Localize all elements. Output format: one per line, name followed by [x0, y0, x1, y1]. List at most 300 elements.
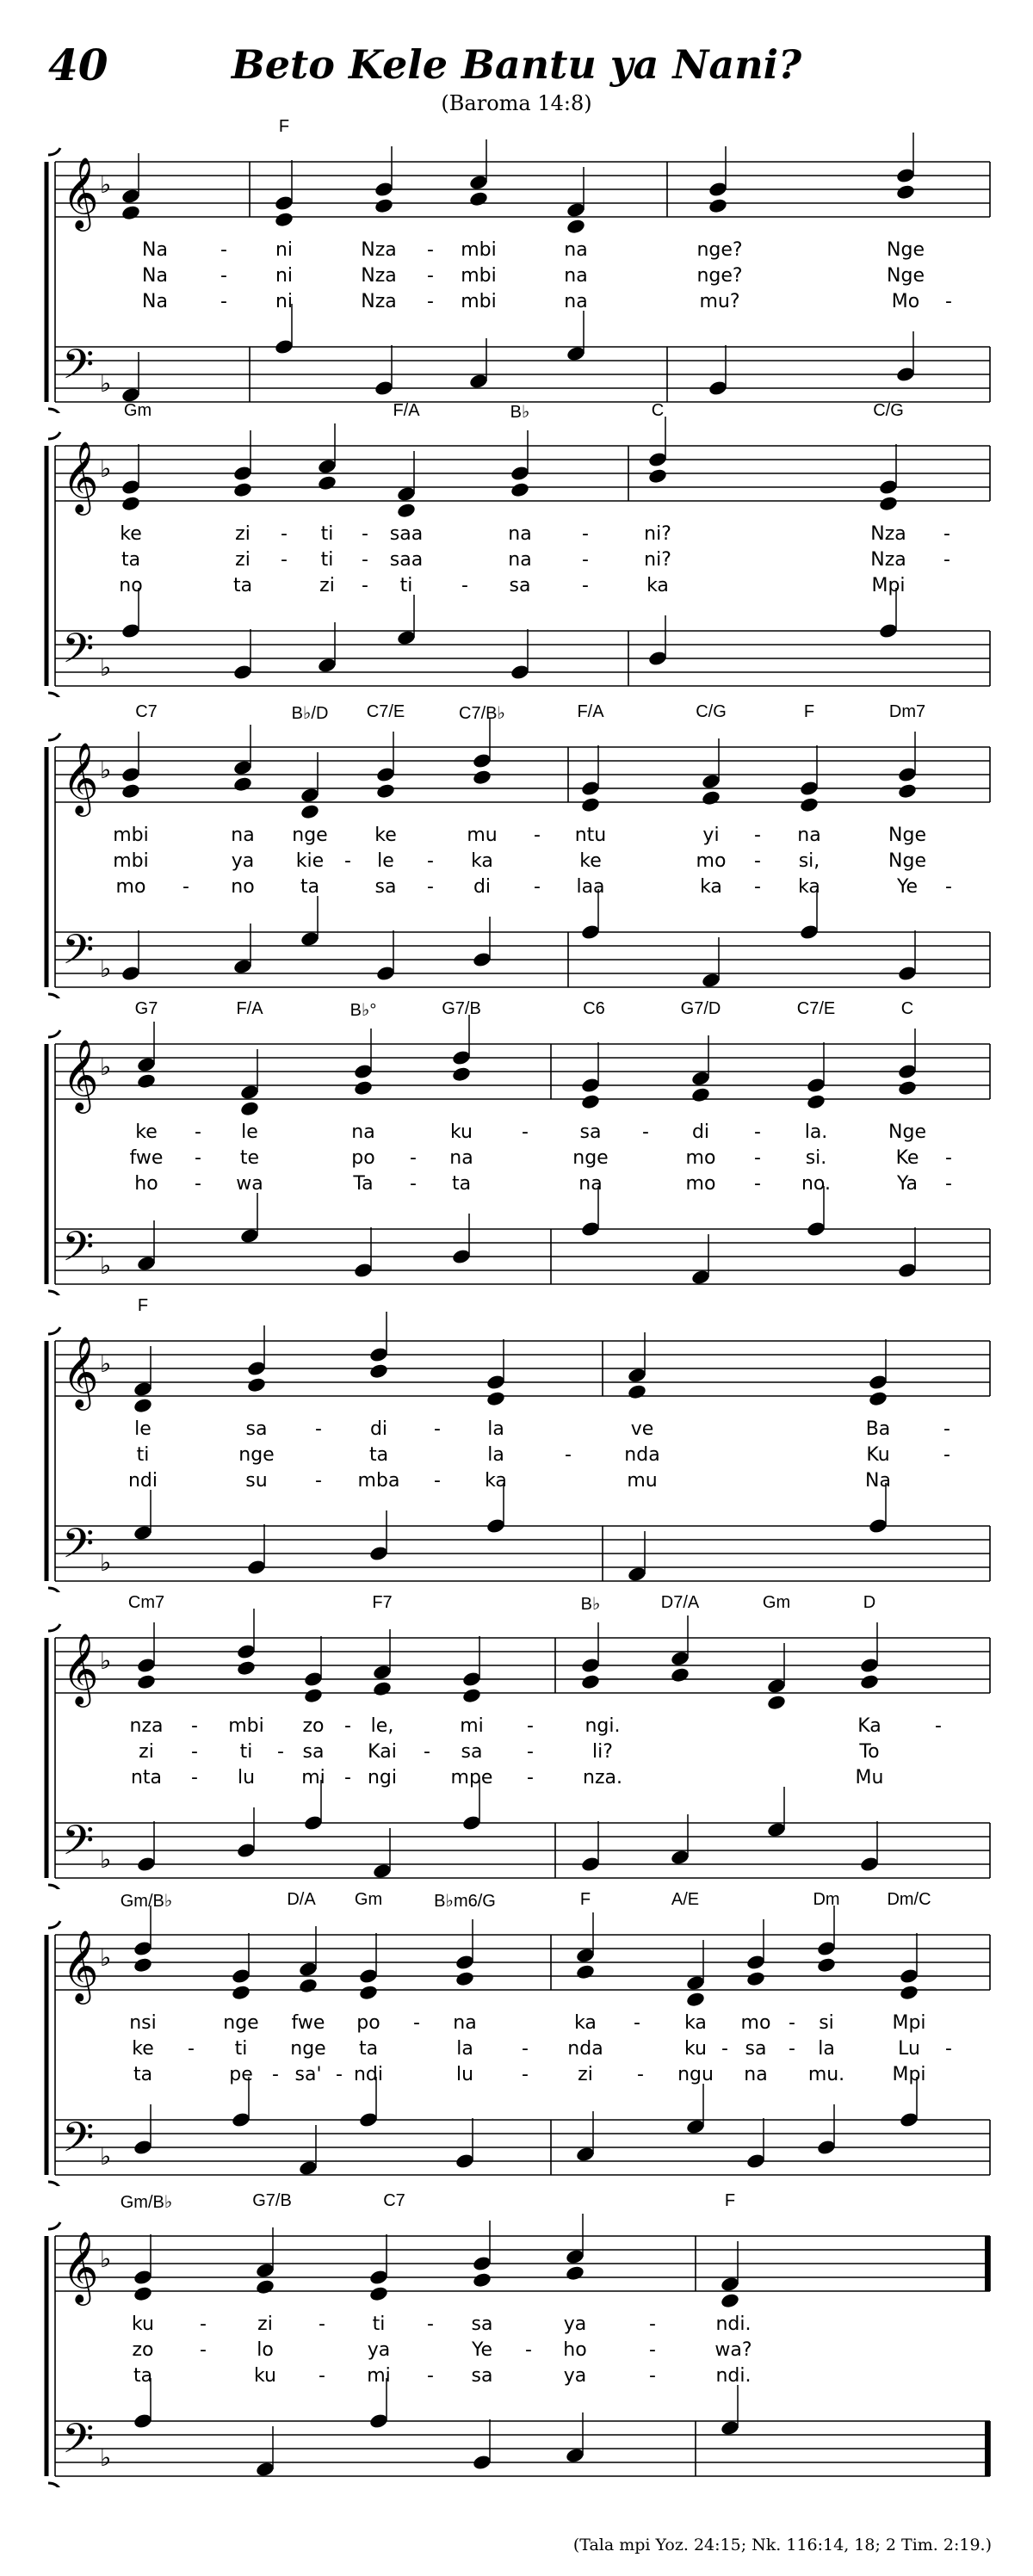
staff-graphic	[0, 714, 1033, 998]
lyric-syllable: nge	[572, 1147, 609, 1169]
lyric-syllable: -	[789, 2012, 795, 2034]
lyric-syllable: wa	[236, 1173, 263, 1195]
lyric-syllable: Nge	[888, 825, 926, 846]
chord-symbol: C	[651, 401, 665, 420]
alto-notehead	[232, 481, 253, 498]
lyric-syllable: mo	[696, 850, 727, 872]
lyric-syllable: -	[427, 876, 434, 898]
lyric-syllable: le	[377, 850, 394, 872]
lyric-syllable: mpe	[450, 1767, 493, 1788]
lyric-syllable: Kai	[368, 1741, 397, 1763]
lyric-syllable: mi	[301, 1767, 325, 1788]
lyric-syllable: ni	[275, 239, 294, 261]
lyric-syllable: na	[508, 549, 532, 571]
score-system	[0, 117, 1033, 413]
lyric-syllable: la	[487, 1418, 504, 1440]
chord-symbol: F	[579, 1890, 591, 1909]
chord-symbol: D	[863, 1593, 876, 1612]
lyric-syllable: -	[200, 2313, 207, 2335]
lyric-syllable: -	[649, 2339, 656, 2361]
lyric-syllable: -	[220, 265, 227, 287]
lyric-syllable: -	[527, 1715, 534, 1737]
lyric-syllable: le,	[370, 1715, 394, 1737]
lyric-syllable: nta	[130, 1767, 163, 1788]
lyric-syllable: ndi	[127, 1470, 158, 1492]
lyric-syllable: ka	[574, 2012, 597, 2034]
lyric-syllable: sa	[745, 2038, 767, 2060]
alto-notehead	[580, 796, 601, 813]
lyric-syllable: ngi.	[585, 1715, 621, 1737]
lyric-syllable: ta	[121, 549, 141, 571]
lyric-syllable: no.	[801, 1173, 832, 1195]
key-signature-flat: ♭	[100, 454, 112, 483]
lyric-syllable: ku	[449, 1121, 473, 1143]
lyric-syllable: zi	[235, 523, 251, 545]
lyric-syllable: si	[819, 2012, 834, 2034]
lyric-syllable: -	[582, 523, 589, 545]
lyric-syllable: ni	[275, 265, 294, 287]
chord-symbol: F	[724, 2191, 736, 2210]
alto-notehead	[136, 1673, 157, 1690]
chord-symbol: Dm7	[888, 702, 926, 721]
lyric-syllable: sa'	[294, 2064, 322, 2085]
lyric-syllable: -	[195, 1173, 201, 1195]
lyric-syllable: -	[945, 2038, 952, 2060]
lyric-syllable: la	[456, 2038, 473, 2060]
lyric-syllable: ta	[451, 1173, 472, 1195]
lyric-syllable: Na	[142, 239, 168, 261]
chord-symbol: B♭/D	[291, 704, 329, 723]
lyric-syllable: zi	[578, 2064, 593, 2085]
lyric-syllable: zi	[235, 549, 251, 571]
lyric-syllable: -	[461, 575, 468, 596]
lyric-syllable: no	[119, 575, 143, 596]
chord-symbol: F/A	[577, 702, 604, 721]
lyric-syllable: nge	[223, 2012, 259, 2034]
bracket-top	[48, 2222, 60, 2229]
lyric-syllable: Ke	[895, 1147, 919, 1169]
lyric-syllable: nge	[292, 825, 328, 846]
lyric-syllable: ka	[485, 1470, 507, 1492]
alto-notehead	[701, 789, 721, 806]
score-system	[0, 999, 1033, 1295]
score-system	[0, 2191, 1033, 2487]
lyric-syllable: ke	[120, 523, 142, 545]
lyric-syllable: -	[582, 549, 589, 571]
lyric-syllable: Nza	[361, 239, 397, 261]
alto-notehead	[368, 2285, 389, 2302]
lyric-syllable: na	[508, 523, 532, 545]
bracket-bottom	[48, 693, 60, 697]
lyric-syllable: -	[649, 2313, 656, 2335]
alto-notehead	[472, 2271, 492, 2289]
lyric-syllable: na	[797, 825, 821, 846]
lyric-syllable: -	[344, 1767, 351, 1788]
lyric-syllable: sa	[374, 876, 397, 898]
lyric-syllable: Nza	[870, 549, 906, 571]
lyric-syllable: saa	[389, 549, 424, 571]
alto-notehead	[236, 1659, 257, 1677]
chord-symbol: Dm/C	[887, 1890, 931, 1909]
lyric-syllable: Nge	[888, 850, 926, 872]
alto-notehead	[510, 481, 530, 498]
chord-symbol: F	[278, 117, 290, 136]
lyric-syllable: -	[945, 291, 952, 312]
staff-graphic	[0, 2203, 1033, 2487]
bracket-bottom	[48, 1291, 60, 1295]
lyric-syllable: ka	[700, 876, 722, 898]
lyric-syllable: yi	[702, 825, 720, 846]
alto-notehead	[566, 218, 586, 235]
chord-symbol: G7/B	[252, 2191, 292, 2210]
lyric-syllable: ve	[630, 1418, 654, 1440]
lyric-syllable: na	[744, 2064, 768, 2085]
lyric-syllable: mbi	[228, 1715, 264, 1737]
lyric-syllable: zi	[139, 1741, 154, 1763]
lyric-syllable: laa	[576, 876, 605, 898]
lyric-syllable: nza.	[583, 1767, 622, 1788]
bracket-bottom	[48, 1885, 60, 1889]
lyric-syllable: -	[281, 549, 288, 571]
alto-notehead	[575, 1963, 596, 1980]
lyric-syllable: Mpi	[871, 575, 906, 596]
lyric-syllable: -	[191, 1715, 198, 1737]
lyric-syllable: mbi	[461, 291, 497, 312]
chord-symbol: Gm	[123, 401, 152, 420]
alto-notehead	[375, 782, 396, 800]
alto-notehead	[133, 1397, 153, 1414]
lyric-syllable: -	[522, 2038, 529, 2060]
lyric-syllable: -	[362, 575, 368, 596]
bracket-bottom	[48, 1588, 60, 1592]
lyric-syllable: li?	[592, 1741, 613, 1763]
key-signature-flat: ♭	[100, 2245, 112, 2273]
alto-notehead	[274, 211, 294, 228]
chord-symbol: C7/E	[366, 702, 405, 721]
lyric-syllable: -	[522, 2064, 529, 2085]
lyric-syllable: -	[277, 1741, 284, 1763]
alto-notehead	[580, 1093, 601, 1110]
lyric-syllable: su	[245, 1470, 268, 1492]
bracket-top	[48, 1327, 60, 1334]
lyric-syllable: mbi	[113, 825, 149, 846]
chord-symbol: A/E	[671, 1890, 700, 1909]
lyric-syllable: zo	[132, 2339, 154, 2361]
lyric-syllable: -	[943, 549, 950, 571]
key-signature-flat: ♭	[100, 1548, 112, 1577]
score-system	[0, 401, 1033, 697]
key-signature-flat: ♭	[100, 1943, 112, 1972]
lyric-syllable: ta	[358, 2038, 379, 2060]
lyric-syllable: -	[522, 1121, 529, 1143]
lyric-syllable: Ta	[353, 1173, 374, 1195]
lyric-syllable: mo	[685, 1147, 716, 1169]
chord-symbol: C7/B♭	[459, 704, 505, 723]
lyric-syllable: kie	[295, 850, 325, 872]
key-signature-flat: ♭	[100, 653, 112, 682]
lyric-syllable: -	[319, 2365, 325, 2387]
lyric-syllable: -	[362, 549, 368, 571]
chord-symbol: C/G	[696, 702, 727, 721]
lyric-syllable: Mu	[855, 1767, 884, 1788]
alto-notehead	[565, 2264, 585, 2282]
lyric-syllable: po	[356, 2012, 380, 2034]
lyric-syllable: ndi	[353, 2064, 384, 2085]
chord-symbol: D/A	[287, 1890, 316, 1909]
alto-notehead	[303, 1687, 324, 1704]
lyric-syllable: ti	[320, 523, 334, 545]
lyric-syllable: mo	[115, 876, 146, 898]
lyric-syllable: Nge	[887, 239, 925, 261]
lyric-syllable: ke	[374, 825, 397, 846]
lyric-syllable: Ya	[897, 1173, 918, 1195]
lyric-syllable: -	[527, 1767, 534, 1788]
lyric-syllable: Nge	[887, 265, 925, 287]
lyric-syllable: mi	[460, 1715, 484, 1737]
alto-notehead	[300, 803, 320, 820]
lyric-syllable: -	[424, 1741, 430, 1763]
lyric-syllable: te	[239, 1147, 260, 1169]
bracket-top	[48, 1921, 60, 1928]
lyric-syllable: -	[434, 1470, 441, 1492]
alto-notehead	[358, 1984, 379, 2001]
lyric-syllable: di	[691, 1121, 710, 1143]
alto-notehead	[232, 775, 253, 793]
lyric-syllable: ya	[563, 2313, 587, 2335]
lyric-syllable: Ye	[896, 876, 919, 898]
alto-notehead	[133, 2285, 153, 2302]
scripture-reference: (Baroma 14:8)	[441, 91, 592, 115]
chord-symbol: C7	[135, 702, 158, 721]
lyric-syllable: di	[473, 876, 492, 898]
lyric-syllable: lu	[455, 2064, 474, 2085]
hymn-number: 40	[48, 40, 108, 90]
chord-symbol: B♭	[580, 1595, 601, 1614]
lyric-syllable: si.	[805, 1147, 827, 1169]
lyric-syllable: sa	[461, 1741, 483, 1763]
lyric-syllable: lo	[257, 2339, 274, 2361]
alto-notehead	[133, 1956, 153, 1974]
lyric-syllable: mu.	[807, 2064, 845, 2085]
lyric-syllable: ho	[134, 1173, 158, 1195]
lyric-syllable: -	[945, 876, 952, 898]
score-system	[0, 1890, 1033, 2186]
bracket-top	[48, 1624, 60, 1631]
lyric-syllable: ngi	[367, 1767, 398, 1788]
lyric-syllable: -	[410, 1147, 417, 1169]
lyric-syllable: ta	[300, 876, 320, 898]
lyric-syllable: -	[427, 2365, 434, 2387]
lyric-syllable: wa?	[714, 2339, 752, 2361]
alto-notehead	[396, 502, 417, 519]
lyric-syllable: ni	[275, 291, 294, 312]
bass-clef: 𝄢	[62, 2414, 95, 2473]
lyric-syllable: ni?	[644, 523, 671, 545]
hymn-title: Beto Kele Bantu ya Nani?	[231, 41, 802, 88]
lyric-syllable: mo	[740, 2012, 771, 2034]
lyric-syllable: -	[220, 239, 227, 261]
bracket-top	[48, 148, 60, 155]
chord-symbol: B♭°	[349, 1001, 377, 1020]
lyric-syllable: ke	[132, 2038, 154, 2060]
lyric-syllable: Ka	[857, 1715, 881, 1737]
bass-clef: 𝄢	[62, 925, 95, 984]
key-signature-flat: ♭	[100, 170, 112, 199]
final-bar-line	[985, 2421, 990, 2476]
lyric-syllable: -	[534, 825, 541, 846]
lyric-syllable: -	[754, 876, 761, 898]
alto-notehead	[461, 1687, 482, 1704]
lyric-syllable: ndi.	[715, 2313, 752, 2335]
lyric-syllable: -	[272, 2064, 279, 2085]
lyric-syllable: zi	[257, 2313, 273, 2335]
lyric-syllable: -	[344, 1715, 351, 1737]
lyric-syllable: nza	[129, 1715, 164, 1737]
lyric-syllable: -	[362, 523, 368, 545]
lyric-syllable: -	[754, 825, 761, 846]
lyric-syllable: ta	[133, 2064, 153, 2085]
alto-notehead	[121, 782, 141, 800]
lyric-syllable: -	[319, 2313, 325, 2335]
alto-notehead	[859, 1673, 880, 1690]
lyric-syllable: Ku	[866, 1444, 890, 1466]
chord-symbol: F	[803, 702, 815, 721]
alto-notehead	[255, 2278, 275, 2295]
lyric-syllable: ta	[368, 1444, 389, 1466]
lyric-syllable: sa	[579, 1121, 602, 1143]
lyric-syllable: -	[200, 2339, 207, 2361]
chord-symbol: C6	[583, 999, 605, 1018]
lyric-syllable: pe	[229, 2064, 253, 2085]
lyric-syllable: fwe	[291, 2012, 325, 2034]
lyric-syllable: mu?	[699, 291, 740, 312]
bass-clef: 𝄢	[62, 1816, 95, 1875]
alto-notehead	[468, 190, 489, 207]
lyric-syllable: Na	[865, 1470, 891, 1492]
lyric-syllable: Ye	[471, 2339, 493, 2361]
lyric-syllable: -	[413, 2012, 420, 2034]
alto-notehead	[899, 1984, 919, 2001]
lyric-syllable: ndi.	[715, 2365, 752, 2387]
key-signature-flat: ♭	[100, 369, 112, 398]
lyric-syllable: -	[935, 1715, 942, 1737]
alto-notehead	[353, 1079, 374, 1096]
lyric-syllable: -	[754, 1121, 761, 1143]
lyric-syllable: ti	[239, 1741, 253, 1763]
bracket-bottom	[48, 2483, 60, 2487]
treble-clef: 𝄞	[62, 156, 99, 228]
lyric-syllable: -	[336, 2064, 343, 2085]
chord-symbol: Gm	[354, 1890, 383, 1909]
lyric-syllable: ku	[131, 2313, 155, 2335]
bracket-top	[48, 1030, 60, 1037]
lyric-syllable: zi	[319, 575, 335, 596]
lyric-syllable: na	[449, 1147, 473, 1169]
chord-symbol: Gm/B♭	[120, 1892, 173, 1911]
chord-symbol: D7/A	[660, 1593, 700, 1612]
lyric-syllable: -	[344, 850, 351, 872]
alto-notehead	[708, 197, 728, 214]
lyric-syllable: nda	[624, 1444, 660, 1466]
chord-symbol: F/A	[236, 999, 263, 1018]
lyric-syllable: mbi	[461, 265, 497, 287]
lyric-syllable: lu	[237, 1767, 256, 1788]
alto-notehead	[239, 1100, 260, 1117]
chord-symbol: F7	[372, 1593, 393, 1612]
alto-notehead	[897, 782, 918, 800]
score-system	[0, 1296, 1033, 1592]
lyric-syllable: -	[582, 575, 589, 596]
alto-notehead	[895, 183, 916, 201]
chord-symbol: Dm	[813, 1890, 840, 1909]
lyric-syllable: no	[231, 876, 255, 898]
key-signature-flat: ♭	[100, 954, 112, 983]
alto-notehead	[806, 1093, 826, 1110]
lyric-syllable: -	[427, 2313, 434, 2335]
lyric-syllable: na	[351, 1121, 375, 1143]
lyric-syllable: mi	[367, 2365, 391, 2387]
lyric-syllable: Na	[142, 291, 168, 312]
lyric-syllable: la	[487, 1444, 504, 1466]
lyric-syllable: le	[241, 1121, 258, 1143]
lyric-syllable: Ba	[865, 1418, 891, 1440]
lyric-syllable: ho	[563, 2339, 587, 2361]
lyric-syllable: la	[818, 2038, 835, 2060]
lyric-syllable: di	[369, 1418, 388, 1440]
alto-notehead	[374, 197, 394, 214]
alto-notehead	[685, 1991, 706, 2008]
lyric-syllable: ti	[320, 549, 334, 571]
lyric-syllable: -	[315, 1470, 322, 1492]
key-signature-flat: ♭	[100, 1053, 112, 1081]
treble-clef: 𝄞	[62, 1335, 99, 1407]
lyric-syllable: Nge	[888, 1121, 926, 1143]
lyric-syllable: -	[220, 291, 227, 312]
lyric-syllable: ya	[367, 2339, 391, 2361]
bracket-top	[48, 432, 60, 439]
lyric-syllable: nge?	[696, 239, 743, 261]
lyric-syllable: na	[564, 239, 588, 261]
alto-notehead	[472, 769, 492, 786]
lyric-syllable: ntu	[574, 825, 607, 846]
chord-symbol: G7/B	[442, 999, 481, 1018]
lyric-syllable: ti	[399, 575, 413, 596]
lyric-syllable: -	[943, 1418, 950, 1440]
lyric-syllable: nsi	[129, 2012, 157, 2034]
chord-symbol: F/A	[393, 401, 420, 420]
alto-notehead	[799, 796, 820, 813]
key-signature-flat: ♭	[100, 1251, 112, 1280]
lyric-syllable: Nza	[361, 265, 397, 287]
chord-symbol: B♭m6/G	[434, 1892, 496, 1911]
lyric-syllable: -	[642, 1121, 649, 1143]
alto-notehead	[136, 1072, 157, 1090]
lyric-syllable: -	[191, 1767, 198, 1788]
treble-clef: 𝄞	[62, 1632, 99, 1704]
lyric-syllable: ngu	[677, 2064, 714, 2085]
alto-notehead	[816, 1956, 837, 1974]
lyric-syllable: ku	[684, 2038, 708, 2060]
alto-notehead	[121, 204, 141, 221]
chord-symbol: Gm/B♭	[120, 2193, 173, 2212]
lyric-syllable: -	[281, 523, 288, 545]
lyric-syllable: -	[427, 850, 434, 872]
lyric-syllable: nda	[567, 2038, 603, 2060]
lyric-syllable: -	[754, 1173, 761, 1195]
treble-clef: 𝄞	[62, 2230, 99, 2302]
alto-notehead	[486, 1390, 506, 1407]
chord-symbol: C/G	[873, 401, 904, 420]
